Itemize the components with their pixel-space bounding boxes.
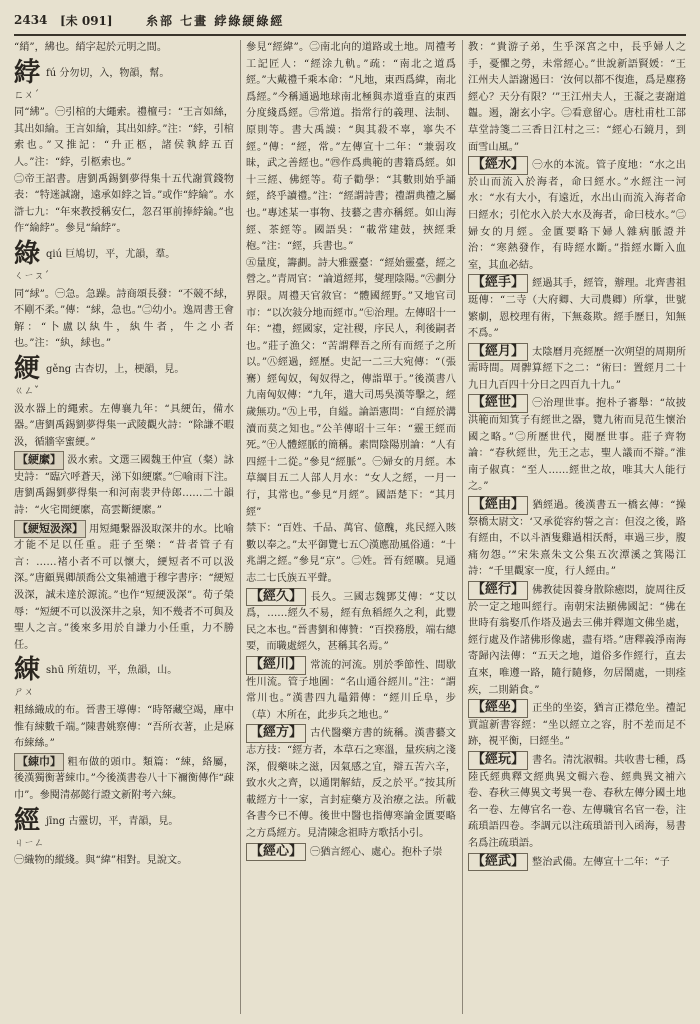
compound-headword: 【經月】 <box>468 343 528 362</box>
pronunciation: fú 分勿切，入，物韻，幫。 <box>46 67 170 79</box>
compound-definition: ㊀水的本流。管子度地：“水之出於山而流入於海者，命曰經水。”水經注一河水：“水有大小，有遠近，水出山而流入海者命曰經水；引佗水入於大水及海者，命曰枝水。”㊁婦女的月經。金匱要略下婦人雜病脈證并治：“寒熱發作，有時經水斷。”指經水斷入血室，其血必結。 <box>468 160 686 271</box>
page-header <box>14 6 686 36</box>
definition-text: ㊀織物的縱綫。與“緯”相對。見說文。 <box>14 855 188 867</box>
compound-entry <box>14 451 234 519</box>
compound-definition: 粗布做的頭巾。類篇：“綀，絡屬，後漢獨衡著綀巾。”今後漢書卷八十下禰衡傳作“疎巾”。參閱清郝懿行證文新附考六綀。 <box>14 756 234 801</box>
zhuyin: ㄑㄧㄡˊ <box>14 270 49 282</box>
compound-headword: 【經方】 <box>246 724 306 743</box>
compound-headword: 【經由】 <box>468 496 528 515</box>
compound-headword: 【經水】 <box>468 156 528 175</box>
compound-definition: 用短繩繫器汲取深井的水。比喻才能不足以任重。莊子至樂：“昔者管子有言：……褚小者不可以懷大，綆短者不可以汲深。”唐顧異卿颉喬公文集補遺于穆字書序：“綆短汲深，誠未達於源流。”也作“短綆汲深”。荀子榮辱：“短綆不可以汲深井之泉，知不幾者不可與及聖人之言。”後來多用於自謙力小任重，力不勝任。 <box>14 523 234 651</box>
headword-entry <box>14 354 234 401</box>
compound-entry <box>14 753 234 805</box>
compound-definition: 太陰曆月亮經歷一次朔望的周期所需時間。周髀算經下之二：“術曰：置經月二十九日九百四十分日之四百九十九。” <box>468 346 686 391</box>
compound-headword: 【綆縻】 <box>14 451 64 470</box>
compound-definition: 佛教徒因養身散除癒悶，旋周往反於一定之地叫經行。南朝宋法顯佛國記：“佛在世時有翁娶爪作塔及過去三佛并釋迦文佛坐處，經行處及作諸佛形像處，盡有塔。”唐釋義淨南海寄歸內法傳：“五天之地，道俗多作經行，直去直來，唯遵一路，隨行隨修，勿居鬧處，一則痊疾，二則銷食。” <box>468 585 686 696</box>
compound-definition: 長久。三國志魏鄧艾傳：“艾以爲，……經久不易，經有魚稻經久之利，此豐民之本也。”晉書劉和傳贊：“百揆務殷，端右總要，而職處經久，甚稱其名焉。” <box>246 591 456 653</box>
pronunciation: gěng 古杏切，上，梗韻，見。 <box>46 363 185 375</box>
compound-headword: 【經行】 <box>468 581 528 600</box>
definition-text: 汲水器上的繩索。左傳襄九年：“具綆缶，備水器。”唐劉禹錫劉夢得集一武陵觀火詩：“除謙不暇汲，循牆宰蜜綆。” <box>14 403 234 448</box>
compound-entry <box>468 394 686 496</box>
compound-entry <box>14 520 234 655</box>
column-1 <box>14 40 234 1014</box>
compound-entry <box>468 274 686 342</box>
pronunciation: jīng 古靈切，平，青韻，見。 <box>46 815 179 827</box>
definition-text: 同“紼”。㊀引棺的大繩索。禮檀弓：“王言如絲，其出如綸。王言如綸，其出如綍。”注：“綍，引棺索也。”又推記：“升正柩，諸侯執綍五百人。”注：“綍，引柩索也。” <box>14 107 234 168</box>
compound-entry <box>246 724 456 842</box>
headword: 綀 <box>14 655 41 686</box>
column-divider <box>240 40 241 1014</box>
compound-headword: 【經久】 <box>246 588 306 607</box>
zhuyin: ㄐㄧㄥ <box>14 837 44 849</box>
compound-definition: 書名。清沈淑輯。共收書七種，爲陸氏經典釋文經典異文輯六卷、經典異文補六卷、春秋三傳異文考異一卷、春秋左傳分國土地名一卷、左傳官名一卷、左傳職官名官一卷，注疏瑣語四卷。李調元以注疏瑣語刊入函海，易書名爲注疏瑣語。 <box>468 754 686 849</box>
pronunciation: shū 所葅切，平，魚韻，山。 <box>46 665 178 677</box>
headword-entry <box>14 806 234 853</box>
column-2 <box>246 40 456 1014</box>
compound-headword: 【經世】 <box>468 394 528 413</box>
compound-entry <box>468 156 686 274</box>
page-title: 糸部 七畫 綍綠綆綠經 <box>146 13 285 28</box>
headword: 綍 <box>14 57 41 88</box>
definition-text: ㊁帝王詔書。唐劉禹錫劉夢得集十五代謝賞錢物表：“特迷誠謝，遠承如綍之旨。”或作“綍綸”。水滸七九：“年來教授稱安仁，忽召軍前捧綍綸。”也作“綸綍”。參見“綸綍”。 <box>14 173 234 235</box>
definition-text: 教：“貴游子弟，生乎深宮之中，長乎婦人之手，憂懼之勞，未常經心。”世說新語賢媛：“王江州夫人語謝遏曰：‘汝何以都不復進，爲是塵務經心？天分有限？’”王江州夫人，王凝之妻謝道韞。遏，謝玄小字。㊁看意留心。唐杜甫杜工部草堂詩箋二三香日江村之三：“經心石鏡月，到面雪山風。” <box>468 42 686 153</box>
compound-entry <box>246 843 456 862</box>
zhuyin: ㄈㄨˊ <box>14 89 39 101</box>
definition-text: 參見“經緯”。㊁南北向的道路或土地。周禮考工記匠人：“經涂九軌。”疏：“南北之道爲經。”大戴禮千乘本命：“凡地，東西爲緯，南北爲經。”今稱通過地球南北極與赤道垂直的東西分度綫爲經。㊂常道。指常行的義理、法制、原則等。書大禹謨：“與其殺不辜，寧失不經。”傳：“經，常。”左傳宣十二年：“兼弱攻昧，武之善經也。”㊃作爲典範的書籍爲經。如十三經、佛經等。荀子勸學：“其數則始乎誦經，終乎讀禮。”注：“經謂詩書；禮謂典禮之屬也。”專述某一事物、技藝之書亦稱經。如山海經、茶經等。國語吳：“載常建鼓，挾經秉枹。”注：“經，兵書也。” <box>246 42 456 253</box>
compound-entry <box>468 751 686 853</box>
compound-definition: 正坐的坐姿，猶言正襟危坐。禮記賈誼新書容經：“坐以經立之容，肘不差而足不跡，視平衡，曰經坐。” <box>468 703 686 748</box>
definition-text: ㊄量度，籌劃。詩大雅靈臺：“經始靈臺，經之營之。”青周官：“論道經邦，燮理陰陽。”㊅劃分界限。周禮天官敘官：“體國經野。”又地官司市：“以次敍分地而經市。”㊆治理。左傳昭十一年：“禮，經國家，定社稷，序民人，利後嗣者也。”莊子漁父：“苦謂釋吾之所有而經子之所以。”㊇經過，經歷。史記一二三大宛傳：“（張騫）經匈奴，匈奴得之，傳詣單于。”後漢書八九南匈奴傳：“九年，遣大司馬吳漢等擊之，經歲無功。”㊈上弔，自縊。論語憲問：“自經於溝瀆而莫之知也。”公羊傳昭十三年：“靈王經而死。”㊉人體經脈的簡稱。素問陰陽別論：“人有四經十二從。”參見“經脈”。㊀婦女的月經。本草綱目五二人部人月水：“女人之經，一月一行，其常也。”參見“月經”。國語楚下：“其月經” <box>246 257 456 518</box>
headword-entry <box>14 239 234 286</box>
compound-definition: 猶經過。後漢書五一橋玄傳：“操祭橋太尉文：‘又承從容約誓之言：但沒之後，路有經由，不以斗酒隻雞過相沃酹，車過三步，腹痛勿怨。’”宋朱熹朱文公集五次潭溪之箕陽江詩：“千里觀家一度，行人經由。” <box>468 500 686 578</box>
compound-definition: 常流的河流。別於季節性、間歇性川流。管子地圖：“名山通谷經川。”注：“謂常川也。”漢書四九鼂錯傳：“經川丘阜，步（草）木所在，此步兵之地也。” <box>246 659 456 721</box>
compound-entry <box>468 853 686 872</box>
compound-headword: 【綀巾】 <box>14 753 64 772</box>
headword-entry <box>14 58 234 105</box>
compound-headword: 【經心】 <box>246 843 306 862</box>
compound-entry <box>468 581 686 699</box>
headword: 綠 <box>14 238 41 269</box>
compound-definition: ㊀猶言經心、處心。抱朴子崇 <box>310 846 443 858</box>
section-code: [未 091] <box>60 13 113 28</box>
pronunciation: qiú 巨鳩切，平，尤韻，羣。 <box>46 248 176 260</box>
compound-headword: 【經坐】 <box>468 699 528 718</box>
compound-entry <box>246 656 456 724</box>
definition-text: 禁下：“百姓、千品、萬官、億醜，兆民經入賅數以奉之。”太平御覽七五〇漢應劭風俗通：“十兆謂之經。”參見“京”。㊁姓。晉有經曠。見通志二七氏族五平聲。 <box>246 523 456 584</box>
compound-headword: 【經手】 <box>468 274 528 293</box>
headword: 綆 <box>14 353 41 384</box>
column-divider <box>462 40 463 1014</box>
compound-definition: 經過其手，經管，辦理。北齊書祖珽傳：“二寺（大府卿、大司農卿）所掌，世號繁劇，恩校理有術，下無姦欺。經手歷日，知無不爲。” <box>468 278 686 340</box>
compound-headword: 【經玩】 <box>468 751 528 770</box>
columns <box>14 40 686 1014</box>
compound-definition: 整治武備。左傳宣十二年：“子 <box>532 856 670 868</box>
page-number: 2434 <box>14 13 48 27</box>
compound-definition: 古代醫藥方書的統稱。漢書藝文志方技：“經方者，本草石之寒溫，量疾病之淺深，假藥味之滋，因氣感之宜，辯五苦六辛，致水火之齊，以通閉解結，反之於平。”按其所載經方十一家，言封症藥方及治療之法。所載各書今已不傳。後世中醫也指傳寒論金匱要略之方爲經方。見清陳念祖時方歌括小引。 <box>246 728 456 839</box>
definition-text: 同“絿”。㊀急。急躁。詩商頌長發：“不競不絿，不剛不柔。”傳：“絿，急也。”㊁幼小。逸周書王會解：“卜盧以紈牛，紈牛者，牛之小者也。”注：“紈，絿也。” <box>14 288 234 350</box>
definition-text: 粗絲織成的布。晉書王導傳：“時帑藏空竭，庫中惟有綀數千端。”陳書姚察傳：“吾所衣著，止是麻布綀絲。” <box>14 705 234 750</box>
column-3 <box>468 40 686 1014</box>
compound-entry <box>468 343 686 395</box>
compound-headword: 【綆短汲深】 <box>14 520 86 539</box>
compound-headword: 【經川】 <box>246 656 306 675</box>
compound-definition: 汲水索。文選三國魏王仲宣（粲）詠史詩：“臨穴呼蒼天，涕下如綆縻。”㊀喻雨下注。唐劉禹錫劉夢得集一和河南裴尹侍郎……二十韻詩：“火宅閒綆縻，高雲斷綆縻。” <box>14 455 234 517</box>
compound-entry <box>468 496 686 581</box>
zhuyin: ㄍㄥˇ <box>14 385 39 397</box>
compound-headword: 【經武】 <box>468 853 528 872</box>
zhuyin: ㄕㄨ <box>14 687 34 699</box>
headword: 經 <box>14 805 41 836</box>
text-paragraph: “綃”，紼也。綃字起於元明之間。 <box>14 42 168 53</box>
headword-entry <box>14 655 234 702</box>
compound-entry <box>468 699 686 751</box>
compound-definition: ㊀治理世事。抱朴子審舉：“故披洪範而知箕子有經世之器，覽九術而見范生懷治國之略。”㊁所歷世代，閱歷世事。莊子齊物論：“春秋經世，先王之志，聖人議而不辯。”淮南子俶真：“至人……經世之故，唯其大人能行之。” <box>468 398 686 493</box>
compound-entry <box>246 588 456 656</box>
